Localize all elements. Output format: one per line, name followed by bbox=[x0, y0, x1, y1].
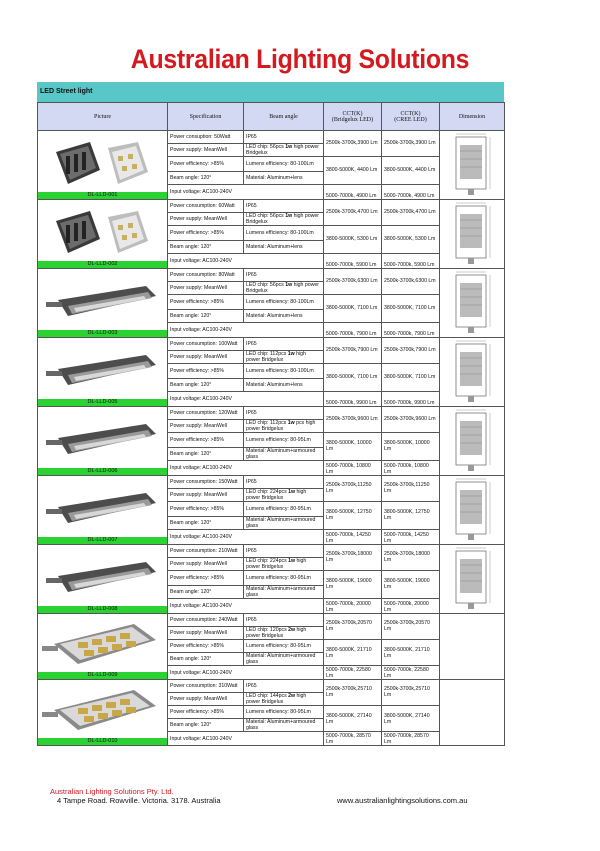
spec-voltage: Input voltage: AC100-240V bbox=[168, 529, 324, 544]
cct-cree-neutral: 3800-5000K, 7100 Lm bbox=[382, 294, 440, 322]
cct-cree-warm: 2500k-3700k,7900 Lm bbox=[382, 338, 440, 364]
spec-chip-watt: 1w bbox=[285, 143, 293, 150]
cct-cree-neutral: 3800-5000K, 7100 Lm bbox=[382, 363, 440, 391]
street-light-image bbox=[38, 410, 167, 468]
spec-chip-pre: LED chip: 56pcs bbox=[246, 143, 286, 150]
cct-bridgelux-neutral: 3800-5000K, 21710 Lm bbox=[324, 639, 382, 666]
footer-website: www.australianlightingsolutions.com.au bbox=[337, 796, 468, 805]
spec-chip-post: high power Bridgelux bbox=[246, 692, 307, 705]
spec-chip bbox=[244, 488, 324, 501]
spec-chip-watt: 2w bbox=[288, 626, 296, 633]
cct-cree-neutral: 3800-5000K, 4400 Lm bbox=[382, 156, 440, 184]
spec-supply: Power supply: MeanWell bbox=[168, 692, 244, 705]
spec-chip-watt: 1w bbox=[287, 419, 295, 426]
spec-efficiency: Power efficiency: >85% bbox=[168, 432, 244, 447]
spec-lumens: Lumens efficiency: 80-100Lm bbox=[244, 363, 324, 378]
cct-bridgelux-warm: 2500k-3700k,7900 Lm bbox=[324, 338, 382, 364]
cct-cree-cool: 5000-7000k, 5900 Lm bbox=[382, 253, 440, 268]
spec-material: Material: Aluminum+lens bbox=[244, 379, 324, 392]
table-row bbox=[38, 338, 505, 351]
cct-bridgelux-cool: 5000-7000k, 7900 Lm bbox=[324, 322, 382, 337]
model-label: DL-LLD-008 bbox=[38, 606, 167, 613]
cct-cree-neutral: 3800-5000K, 10000 Lm bbox=[382, 432, 440, 460]
page-title: Australian Lighting Solutions bbox=[130, 44, 470, 74]
cct-bridgelux-neutral: 3800-5000K, 5300 Lm bbox=[324, 225, 382, 253]
street-light-image bbox=[38, 479, 167, 537]
table-row bbox=[38, 614, 505, 627]
header-picture: Picture bbox=[38, 103, 168, 131]
spec-voltage: Input voltage: AC100-240V bbox=[168, 391, 324, 406]
cct-bridgelux-neutral: 3800-5000K, 7100 Lm bbox=[324, 294, 382, 322]
street-light-image bbox=[38, 272, 167, 330]
header-cct-cree bbox=[382, 103, 440, 131]
cct-bridgelux-neutral: 3800-5000K, 7100 Lm bbox=[324, 363, 382, 391]
spec-lumens: Lumens efficiency: 80-100Lm bbox=[244, 156, 324, 171]
dimension-drawing bbox=[440, 131, 505, 200]
cct-cree-warm: 2500k-3700k,6300 Lm bbox=[382, 269, 440, 295]
spec-chip bbox=[244, 692, 324, 705]
header-dimension: Dimension bbox=[440, 103, 505, 131]
spec-chip-pre: LED chip: 144pcs bbox=[246, 692, 289, 699]
street-light-image bbox=[38, 680, 167, 738]
cct-bridgelux-warm: 2500k-3700k,6300 Lm bbox=[324, 269, 382, 295]
spec-supply: Power supply: MeanWell bbox=[168, 419, 244, 432]
header-beam-angle: Beam angle bbox=[244, 103, 324, 131]
spec-efficiency: Power efficiency: >85% bbox=[168, 501, 244, 516]
spec-voltage: Input voltage: AC100-240V bbox=[168, 322, 324, 337]
cct-cree-warm: 2500k-3700k,4700 Lm bbox=[382, 200, 440, 226]
spec-voltage: Input voltage: AC100-240V bbox=[168, 732, 324, 746]
model-label: DL-LLD-009 bbox=[38, 672, 167, 679]
cct-bridgelux-neutral: 3800-5000K, 19000 Lm bbox=[324, 570, 382, 598]
spec-power: Power consumption: 80Watt bbox=[168, 269, 244, 282]
spec-chip-watt: 1w bbox=[288, 557, 296, 564]
spec-lumens: Lumens efficiency: 80-95Lm bbox=[244, 705, 324, 719]
spec-chip bbox=[244, 281, 324, 294]
spec-chip bbox=[244, 212, 324, 225]
dimension-drawing bbox=[440, 269, 505, 338]
spec-ip: IP65 bbox=[244, 680, 324, 693]
spec-chip bbox=[244, 350, 324, 363]
cct-cree-cool: 5000-7000k, 9900 Lm bbox=[382, 391, 440, 406]
cct-bridgelux-warm: 2500k-3700k,4700 Lm bbox=[324, 200, 382, 226]
spec-chip-pre: LED chip: 56pcs bbox=[246, 212, 286, 219]
spec-voltage: Input voltage: AC100-240V bbox=[168, 460, 324, 475]
cct-bridgelux-cool: 5000-7000k, 14250 Lm bbox=[324, 529, 382, 544]
spec-power: Power consumption: 100Watt bbox=[168, 338, 244, 351]
spec-beam: Beam angle: 120° bbox=[168, 172, 244, 185]
spec-efficiency: Power efficiency: >85% bbox=[168, 570, 244, 585]
cct-bridgelux-warm: 2500k-3700k,11250 Lm bbox=[324, 476, 382, 502]
spec-power: Power consumption: 60Watt bbox=[168, 200, 244, 213]
cct-cree-cool: 5000-7000k, 4900 Lm bbox=[382, 184, 440, 199]
spec-ip: IP65 bbox=[244, 407, 324, 420]
cct-cree-neutral: 3800-5000K, 27140 Lm bbox=[382, 705, 440, 732]
spec-lumens: Lumens efficiency: 80-95Lm bbox=[244, 501, 324, 516]
spec-chip-watt: 1w bbox=[285, 212, 293, 219]
dimension-drawing bbox=[440, 614, 505, 680]
model-label: DL-LLD-006 bbox=[38, 468, 167, 475]
spec-supply: Power supply: MeanWell bbox=[168, 212, 244, 225]
cct-bridgelux-warm: 2500k-3700k,9600 Lm bbox=[324, 407, 382, 433]
spec-chip bbox=[244, 419, 324, 432]
spec-ip: IP65 bbox=[244, 200, 324, 213]
spec-supply: Power supply: MeanWell bbox=[168, 350, 244, 363]
cct-cree-neutral: 3800-5000K, 21710 Lm bbox=[382, 639, 440, 666]
cct-cree-neutral: 3800-5000K, 5300 Lm bbox=[382, 225, 440, 253]
spec-power: Power consumption: 210Watt bbox=[168, 545, 244, 558]
spec-ip: IP65 bbox=[244, 476, 324, 489]
spec-ip: IP65 bbox=[244, 545, 324, 558]
cct-bridgelux-cool: 5000-7000k, 5900 Lm bbox=[324, 253, 382, 268]
spec-chip bbox=[244, 626, 324, 639]
dimension-drawing bbox=[440, 680, 505, 746]
spec-efficiency: Power efficiency: >85% bbox=[168, 225, 244, 240]
spec-power: Power consumption: 240Watt bbox=[168, 614, 244, 627]
dimension-drawing bbox=[440, 545, 505, 614]
spec-chip bbox=[244, 143, 324, 156]
street-light-image bbox=[38, 134, 167, 192]
spec-beam: Beam angle: 120° bbox=[168, 379, 244, 392]
spec-chip-post: high power Bridgelux bbox=[246, 557, 307, 570]
header-cct-cree-line1: CCT(K) bbox=[400, 110, 421, 117]
cct-cree-warm: 2500k-3700k,20570 Lm bbox=[382, 614, 440, 640]
street-light-image bbox=[38, 203, 167, 261]
spec-beam: Beam angle: 120° bbox=[168, 719, 244, 732]
cct-bridgelux-cool: 5000-7000k, 4900 Lm bbox=[324, 184, 382, 199]
table-header-row bbox=[38, 103, 505, 131]
spec-material: Material: Aluminum+armoured glass bbox=[244, 447, 324, 460]
product-picture-cell bbox=[38, 614, 168, 680]
spec-material: Material: Aluminum+armoured glass bbox=[244, 585, 324, 598]
cct-bridgelux-cool: 5000-7000k, 20000 Lm bbox=[324, 598, 382, 613]
product-picture-cell bbox=[38, 476, 168, 545]
section-header: LED Street light bbox=[37, 82, 504, 102]
table-row bbox=[38, 545, 505, 558]
street-light-image bbox=[38, 548, 167, 606]
street-light-image bbox=[38, 614, 167, 672]
model-label: DL-LLD-002 bbox=[38, 261, 167, 268]
model-label: DL-LLD-005 bbox=[38, 399, 167, 406]
spec-power: Power consumption: 150Watt bbox=[168, 476, 244, 489]
dimension-drawing bbox=[440, 407, 505, 476]
spec-chip-pre: LED chip: 56pcs bbox=[246, 281, 286, 288]
spec-material: Material: Aluminum+lens bbox=[244, 310, 324, 323]
table-row bbox=[38, 476, 505, 489]
cct-bridgelux-neutral: 3800-5000K, 4400 Lm bbox=[324, 156, 382, 184]
product-picture-cell bbox=[38, 131, 168, 200]
model-label: DL-LLD-003 bbox=[38, 330, 167, 337]
cct-cree-cool: 5000-7000k, 28570 Lm bbox=[382, 732, 440, 746]
spec-material: Material: Aluminum+armoured glass bbox=[244, 516, 324, 529]
cct-cree-warm: 2500k-3700k,3900 Lm bbox=[382, 131, 440, 157]
product-picture-cell bbox=[38, 545, 168, 614]
spec-efficiency: Power efficiency: >85% bbox=[168, 156, 244, 171]
spec-chip-post: high power Bridgelux bbox=[246, 626, 307, 639]
cct-bridgelux-neutral: 3800-5000K, 10000 Lm bbox=[324, 432, 382, 460]
header-specification: Specification bbox=[168, 103, 244, 131]
header-cct-bridgelux-line1: CCT(K) bbox=[342, 110, 363, 117]
header-cct-bridgelux bbox=[324, 103, 382, 131]
spec-lumens: Lumens efficiency: 80-100Lm bbox=[244, 294, 324, 309]
spec-ip: IP65 bbox=[244, 338, 324, 351]
table-row bbox=[38, 407, 505, 420]
spec-chip-post: pcs high power Bridgelux bbox=[246, 419, 316, 432]
cct-bridgelux-cool: 5000-7000k, 10800 Lm bbox=[324, 460, 382, 475]
spec-chip-post: high power Bridgelux bbox=[246, 143, 319, 156]
spec-chip-watt: 1w bbox=[287, 350, 295, 357]
table-row bbox=[38, 200, 505, 213]
product-picture-cell bbox=[38, 680, 168, 746]
spec-beam: Beam angle: 120° bbox=[168, 310, 244, 323]
cct-bridgelux-warm: 2500k-3700k,18000 Lm bbox=[324, 545, 382, 571]
dimension-drawing bbox=[440, 476, 505, 545]
spec-chip-watt: 1w bbox=[285, 281, 293, 288]
spec-supply: Power supply: MeanWell bbox=[168, 281, 244, 294]
cct-cree-warm: 2500k-3700k,25710 Lm bbox=[382, 680, 440, 706]
product-picture-cell bbox=[38, 200, 168, 269]
street-light-image bbox=[38, 341, 167, 399]
spec-power: Power consumption: 310Watt bbox=[168, 680, 244, 693]
cct-cree-cool: 5000-7000k, 14250 Lm bbox=[382, 529, 440, 544]
spec-power: Power consuption: 50Watt bbox=[168, 131, 244, 144]
spec-efficiency: Power efficiency: >85% bbox=[168, 705, 244, 719]
cct-bridgelux-cool: 5000-7000k, 9900 Lm bbox=[324, 391, 382, 406]
spec-chip-pre: LED chip: 224pcs bbox=[246, 488, 289, 495]
spec-power: Power consumption: 120Watt bbox=[168, 407, 244, 420]
spec-efficiency: Power efficiency: >85% bbox=[168, 294, 244, 309]
spec-chip-pre: LED chip: 112pcs bbox=[246, 350, 288, 357]
spec-voltage: Input voltage: AC100-240V bbox=[168, 184, 324, 199]
cct-bridgelux-cool: 5000-7000k, 28570 Lm bbox=[324, 732, 382, 746]
table-row bbox=[38, 269, 505, 282]
cct-cree-neutral: 3800-5000K, 12750 Lm bbox=[382, 501, 440, 529]
spec-material: Material: Aluminum+armoured glass bbox=[244, 653, 324, 666]
spec-ip: IP65 bbox=[244, 269, 324, 282]
spec-beam: Beam angle: 120° bbox=[168, 653, 244, 666]
cct-bridgelux-cool: 5000-7000k, 22580 Lm bbox=[324, 666, 382, 680]
spec-ip: IP65 bbox=[244, 131, 324, 144]
spec-chip-post: high power Bridgelux bbox=[246, 350, 306, 363]
model-label: DL-LLD-001 bbox=[38, 192, 167, 199]
spec-chip bbox=[244, 557, 324, 570]
spec-beam: Beam angle: 120° bbox=[168, 585, 244, 598]
spec-supply: Power supply: MeanWell bbox=[168, 626, 244, 639]
spec-efficiency: Power efficiency: >85% bbox=[168, 363, 244, 378]
cct-cree-warm: 2500k-3700k,11250 Lm bbox=[382, 476, 440, 502]
cct-cree-neutral: 3800-5000K, 19000 Lm bbox=[382, 570, 440, 598]
header-cct-cree-line2: (CREE LED) bbox=[394, 116, 427, 123]
spec-chip-post: high power Bridgelux bbox=[246, 488, 307, 501]
product-table bbox=[37, 102, 505, 746]
product-picture-cell bbox=[38, 338, 168, 407]
spec-chip-pre: LED chip: 120pcs bbox=[246, 626, 289, 633]
cct-bridgelux-neutral: 3800-5000K, 27140 Lm bbox=[324, 705, 382, 732]
spec-supply: Power supply: MeanWell bbox=[168, 143, 244, 156]
spec-voltage: Input voltage: AC100-240V bbox=[168, 598, 324, 613]
spec-chip-watt: 2w bbox=[288, 692, 296, 699]
model-label: DL-LLD-007 bbox=[38, 537, 167, 544]
cct-bridgelux-neutral: 3800-5000K, 12750 Lm bbox=[324, 501, 382, 529]
dimension-drawing bbox=[440, 200, 505, 269]
spec-supply: Power supply: MeanWell bbox=[168, 488, 244, 501]
spec-supply: Power supply: MeanWell bbox=[168, 557, 244, 570]
product-picture-cell bbox=[38, 407, 168, 476]
cct-cree-warm: 2500k-3700k,18000 Lm bbox=[382, 545, 440, 571]
product-picture-cell bbox=[38, 269, 168, 338]
header-cct-bridgelux-line2: (Bridgelux LED) bbox=[331, 116, 374, 123]
cct-bridgelux-warm: 2500k-3700k,3900 Lm bbox=[324, 131, 382, 157]
spec-material: Material: Aluminum+lens bbox=[244, 241, 324, 254]
cct-cree-cool: 5000-7000k, 10800 Lm bbox=[382, 460, 440, 475]
spec-lumens: Lumens efficiency: 80-100Lm bbox=[244, 225, 324, 240]
spec-voltage: Input voltage: AC100-240V bbox=[168, 253, 324, 268]
footer-company: Australian Lighting Solutions Pty. Ltd. bbox=[50, 787, 174, 796]
spec-beam: Beam angle: 120° bbox=[168, 447, 244, 460]
spec-material: Material: Aluminum+lens bbox=[244, 172, 324, 185]
dimension-drawing bbox=[440, 338, 505, 407]
spec-ip: IP65 bbox=[244, 614, 324, 627]
spec-material: Material: Aluminum+armoured glass bbox=[244, 719, 324, 732]
spec-beam: Beam angle: 120° bbox=[168, 516, 244, 529]
spec-chip-post: high power Bridgelux bbox=[246, 281, 319, 294]
cct-bridgelux-warm: 2500k-3700k,25710 Lm bbox=[324, 680, 382, 706]
spec-chip-pre: LED chip: 224pcs bbox=[246, 557, 289, 564]
table-row bbox=[38, 131, 505, 144]
spec-lumens: Lumens efficiency: 80-95Lm bbox=[244, 639, 324, 653]
cct-cree-cool: 5000-7000k, 7900 Lm bbox=[382, 322, 440, 337]
table-row bbox=[38, 680, 505, 693]
spec-chip-post: high power Bridgelux bbox=[246, 212, 319, 225]
spec-lumens: Lumens efficiency: 80-95Lm bbox=[244, 432, 324, 447]
footer-address: 4 Tampe Road. Rowville. Victoria. 3178. Australia bbox=[57, 796, 221, 805]
cct-cree-cool: 5000-7000k, 22580 Lm bbox=[382, 666, 440, 680]
model-label: DL-LLD-010 bbox=[38, 738, 167, 745]
spec-lumens: Lumens efficiency: 80-95Lm bbox=[244, 570, 324, 585]
cct-cree-warm: 2500k-3700k,9600 Lm bbox=[382, 407, 440, 433]
spec-efficiency: Power efficiency: >85% bbox=[168, 639, 244, 653]
spec-chip-watt: 1w bbox=[288, 488, 296, 495]
spec-beam: Beam angle: 120° bbox=[168, 241, 244, 254]
cct-bridgelux-warm: 2500k-3700k,20570 Lm bbox=[324, 614, 382, 640]
spec-voltage: Input voltage: AC100-240V bbox=[168, 666, 324, 680]
spec-chip-pre: LED chip: 112pcs bbox=[246, 419, 288, 426]
cct-cree-cool: 5000-7000k, 20000 Lm bbox=[382, 598, 440, 613]
